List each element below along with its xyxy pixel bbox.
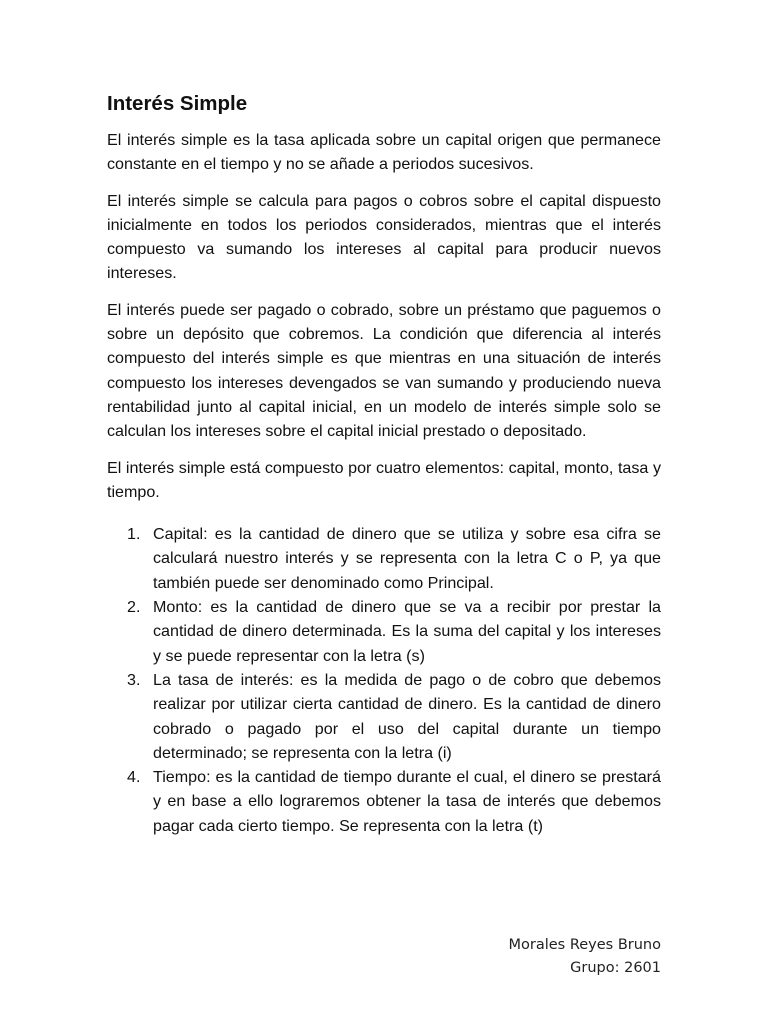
list-number: 1. [127, 525, 141, 544]
list-item-text: Monto: es la cantidad de dinero que se va a recibir por prestar la cantidad de dinero determinada. Es la suma del capital y los intereses y se puede representar con la letra (s) [153, 598, 661, 665]
paragraph-elements-intro: El interés simple está compuesto por cuatro elementos: capital, monto, tasa y tiempo. [107, 458, 661, 501]
list-number: 3. [127, 670, 141, 689]
list-item-text: La tasa de interés: es la medida de pago o de cobro que debemos realizar por utilizar cierta cantidad de dinero. Es la cantidad de dinero cobrado o pagado por el uso del capital durante un tiempo determinado; se representa con la letra (i) [153, 670, 661, 762]
paragraph-comparison: El interés puede ser pagado o cobrado, sobre un préstamo que paguemos o sobre un depósito que cobremos. La condición que diferencia al interés compuesto del interés simple es que mientras en una situación de interés compuesto los intereses devengados se van sumando y produciendo nueva rentabilidad junto al capital inicial, en un modelo de interés simple solo se calculan los intereses sobre el capital inicial prestado o depositado. [107, 300, 661, 441]
list-item-tiempo [127, 765, 661, 838]
list-item-text: Tiempo: es la cantidad de tiempo durante el cual, el dinero se prestará y en base a ello lograremos obtener la tasa de interés que debemos pagar cada cierto tiempo. Se representa con la letra (t) [153, 768, 661, 835]
page-title: Interés Simple [107, 92, 248, 115]
document-body [107, 90, 661, 838]
paragraph-calculation: El interés simple se calcula para pagos o cobros sobre el capital dispuesto inicialmente en todos los periodos considerados, mientras que el interés compuesto va sumando los intereses al capital para producir nuevos intereses. [107, 191, 661, 283]
list-number: 4. [127, 768, 141, 787]
footer-signature [508, 934, 661, 980]
elements-list [107, 522, 661, 838]
list-item-capital [127, 522, 661, 595]
paragraph-definition: El interés simple es la tasa aplicada sobre un capital origen que permanece constante en el tiempo y no se añade a periodos sucesivos. [107, 131, 661, 174]
list-number: 2. [127, 598, 141, 617]
list-item-tasa [127, 668, 661, 765]
author-name: Morales Reyes Bruno [508, 937, 661, 953]
list-item-text: Capital: es la cantidad de dinero que se utiliza y sobre esa cifra se calculará nuestro interés y se representa con la letra C o P, ya que también puede ser denominado como Principal. [153, 525, 661, 592]
list-item-monto [127, 595, 661, 668]
group-number: Grupo: 2601 [570, 960, 661, 976]
